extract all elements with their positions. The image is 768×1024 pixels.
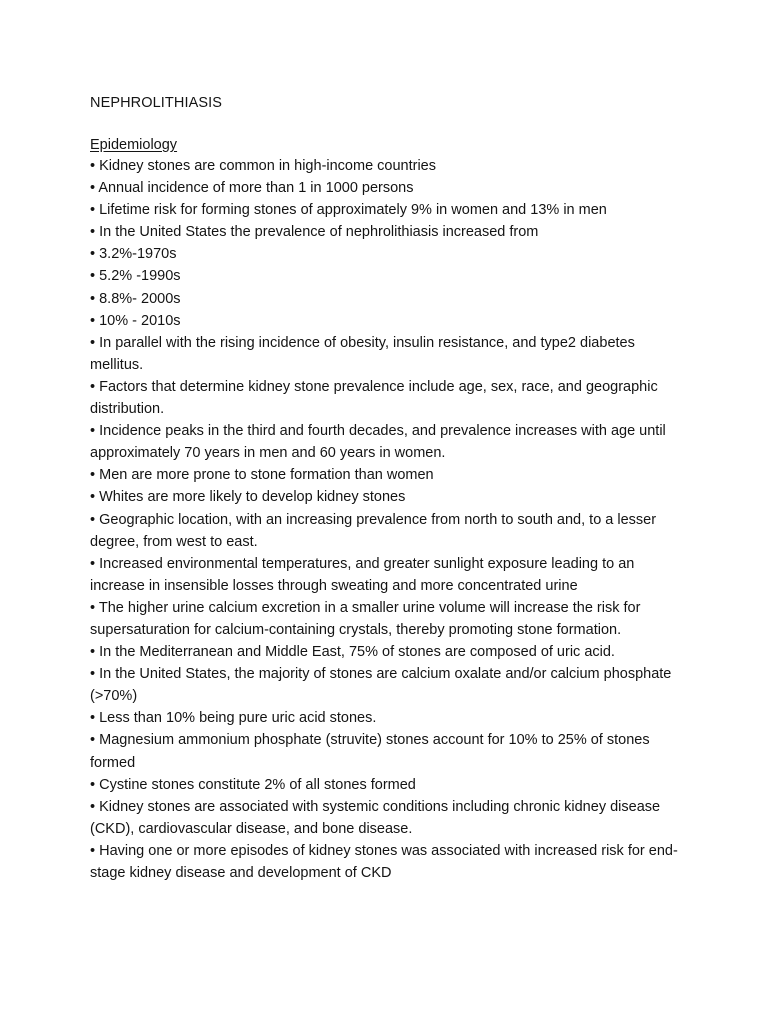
epidemiology-bullet-list (90, 155, 680, 884)
bullet-icon: • (90, 180, 96, 197)
list-item-text: In parallel with the rising incidence of obesity, insulin resistance, and type2 diabetes mellitus. (90, 334, 635, 373)
list-item-text: Incidence peaks in the third and fourth decades, and prevalence increases with age until approximately 70 years in men and 60 years in women. (90, 423, 666, 462)
bullet-icon: • (90, 290, 96, 307)
bullet-icon: • (90, 378, 96, 395)
list-item (90, 553, 680, 597)
list-item (90, 310, 680, 332)
bullet-icon: • (90, 776, 96, 793)
list-item (90, 177, 680, 199)
list-item-text: 8.8%- 2000s (99, 290, 181, 307)
bullet-icon: • (90, 644, 96, 661)
list-item (90, 796, 680, 840)
list-item-text: Magnesium ammonium phosphate (struvite) stones account for 10% to 25% of stones formed (90, 732, 650, 771)
bullet-icon: • (90, 268, 96, 285)
list-item (90, 332, 680, 376)
bullet-icon: • (90, 599, 96, 616)
list-item-text: Factors that determine kidney stone prevalence include age, sex, race, and geographic distribution. (90, 378, 658, 418)
bullet-icon: • (90, 467, 96, 484)
list-item-text: Kidney stones are common in high-income countries (99, 158, 437, 174)
list-item-text: Geographic location, with an increasing prevalence from north to south and, to a lesser degree, from west to east. (90, 511, 657, 550)
list-item (90, 840, 680, 884)
list-item-text: Having one or more episodes of kidney stones was associated with increased risk for end-stage kidney disease and development of CKD (90, 842, 678, 881)
list-item (90, 376, 680, 420)
list-item-text: Kidney stones are associated with systemic conditions including chronic kidney disease (CKD), cardiovascular disease, and bone disease. (90, 798, 661, 837)
list-item (90, 641, 680, 663)
bullet-icon: • (90, 246, 96, 263)
bullet-icon: • (90, 158, 96, 174)
list-item (90, 243, 680, 265)
list-item (90, 597, 680, 641)
list-item-text: 10% - 2010s (99, 312, 181, 329)
list-item-text: Less than 10% being pure uric acid stones. (99, 710, 377, 727)
bullet-icon: • (90, 511, 96, 528)
list-item (90, 420, 680, 464)
list-item-text: Increased environmental temperatures, and greater sunlight exposure leading to an increase in insensible losses through sweating and more concentrated urine (90, 555, 635, 594)
document-title: NEPHROLITHIASIS (90, 95, 223, 111)
list-item (90, 729, 680, 773)
bullet-icon: • (90, 489, 96, 506)
list-item-text: 5.2% -1990s (99, 268, 181, 285)
list-item-text: In the Mediterranean and Middle East, 75% of stones are composed of uric acid. (99, 644, 615, 661)
list-item (90, 707, 680, 729)
list-item-text: Lifetime risk for forming stones of approximately 9% in women and 13% in men (99, 202, 607, 219)
bullet-icon: • (90, 224, 96, 241)
bullet-icon: • (90, 666, 96, 683)
bullet-icon: • (90, 334, 96, 351)
list-item (90, 265, 680, 287)
bullet-icon: • (90, 555, 96, 572)
list-item (90, 155, 680, 177)
list-item (90, 464, 680, 486)
list-item (90, 221, 680, 243)
bullet-icon: • (90, 710, 96, 727)
list-item (90, 486, 680, 508)
list-item (90, 774, 680, 796)
bullet-icon: • (90, 798, 96, 815)
list-item (90, 199, 680, 221)
list-item (90, 288, 680, 310)
list-item (90, 663, 680, 707)
list-item-text: Cystine stones constitute 2% of all stones formed (99, 776, 416, 793)
list-item-text: The higher urine calcium excretion in a smaller urine volume will increase the risk for supersaturation for calcium-containing crystals, thereby promoting stone formation. (90, 599, 641, 638)
bullet-icon: • (90, 423, 96, 440)
list-item-text: 3.2%-1970s (99, 246, 177, 263)
list-item-text: Annual incidence of more than 1 in 1000 persons (98, 180, 414, 197)
list-item-text: Men are more prone to stone formation than women (99, 467, 434, 484)
bullet-icon: • (90, 732, 96, 749)
list-item-text: In the United States, the majority of stones are calcium oxalate and/or calcium phosphate (>70%) (90, 666, 672, 705)
bullet-icon: • (90, 202, 96, 219)
section-heading-epidemiology: Epidemiology (90, 137, 178, 153)
list-item (90, 509, 680, 553)
bullet-icon: • (90, 312, 96, 329)
bullet-icon: • (90, 842, 96, 859)
list-item-text: Whites are more likely to develop kidney stones (99, 489, 406, 506)
list-item-text: In the United States the prevalence of nephrolithiasis increased from (99, 224, 539, 241)
